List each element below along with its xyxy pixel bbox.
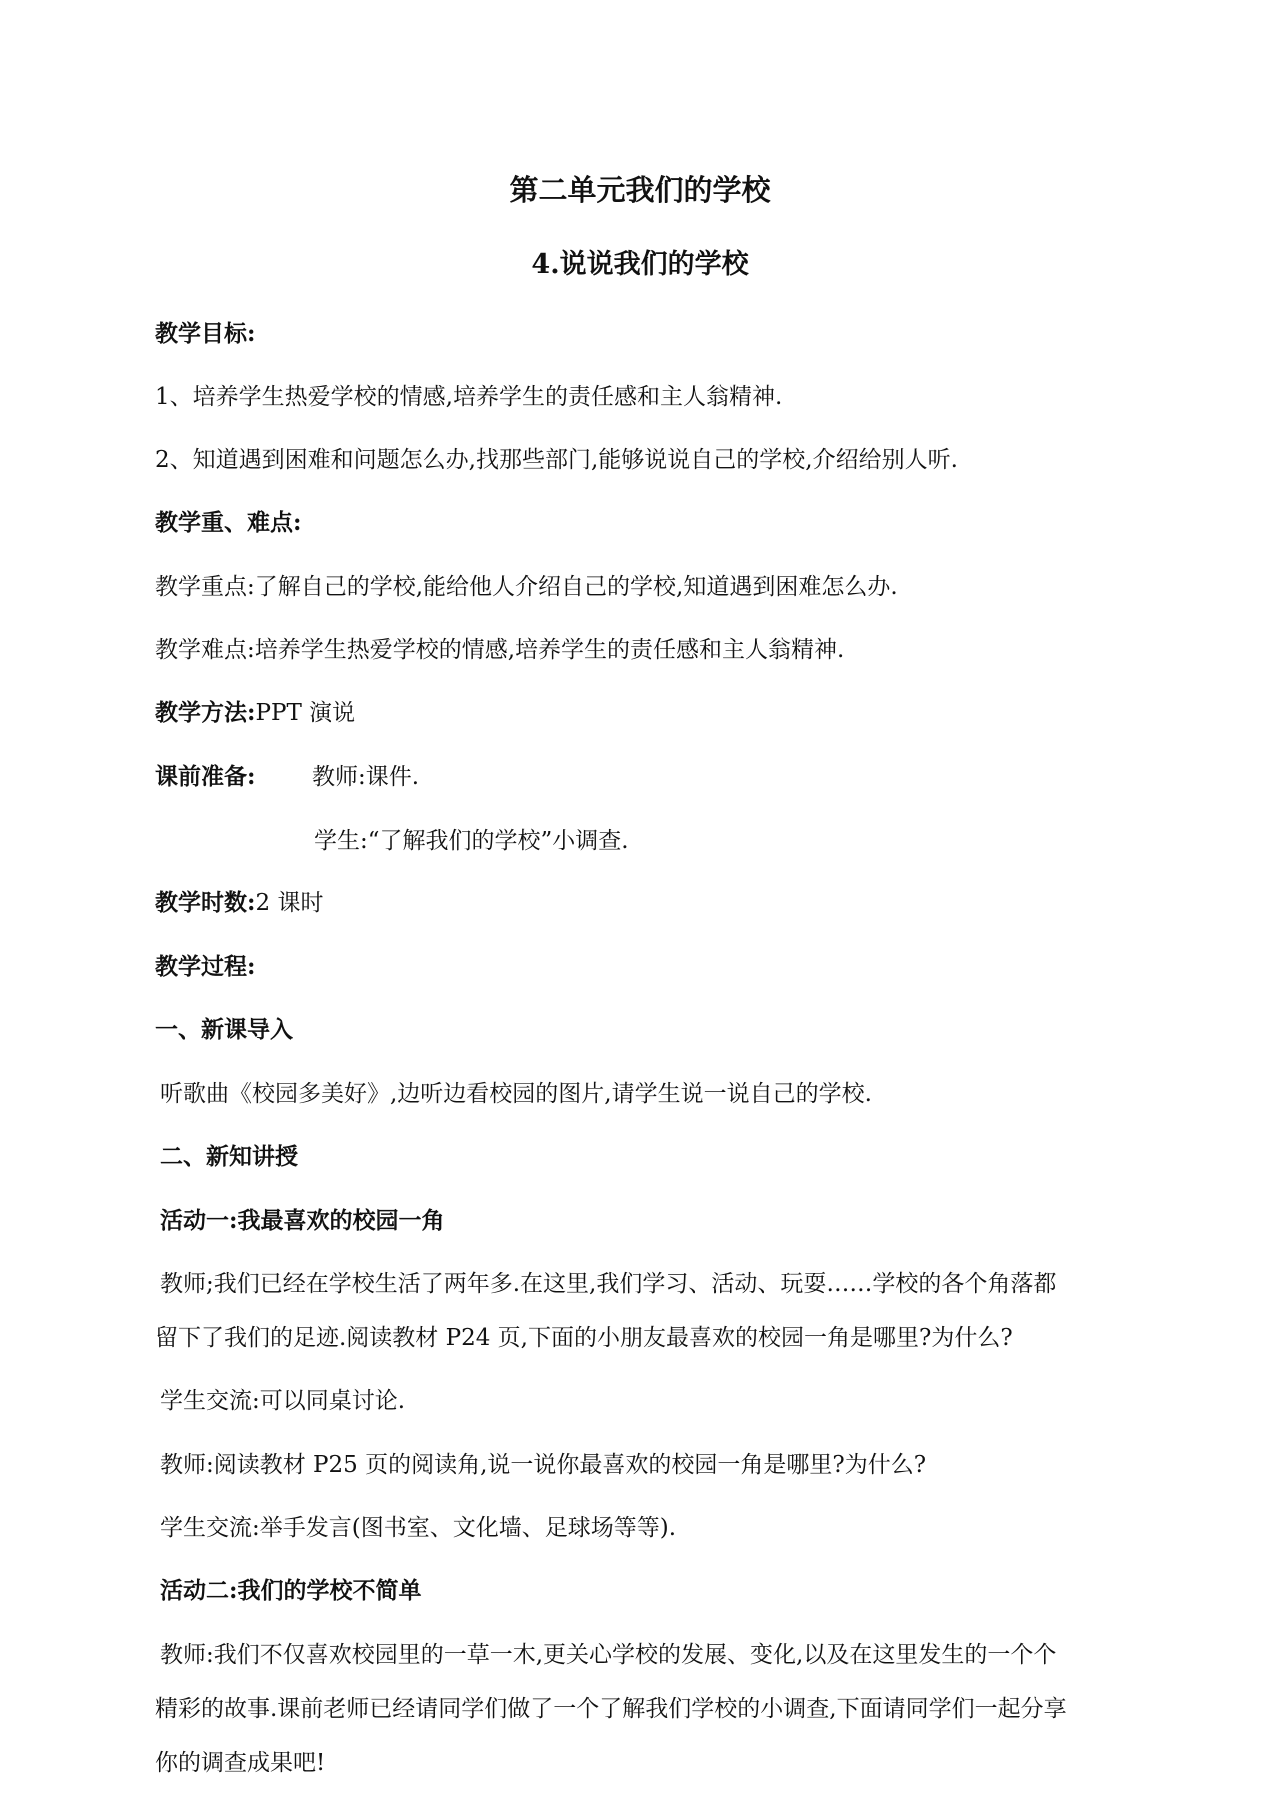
focus-text: 了解自己的学校,能给他人介绍自己的学校,知道遇到困难怎么办. xyxy=(254,574,898,600)
section1-heading: 一、新课导入 xyxy=(155,1016,293,1043)
preparation-teacher: 教师:课件. xyxy=(312,764,420,790)
method-label: 教学方法: xyxy=(155,699,256,726)
process-heading: 教学过程: xyxy=(155,953,256,980)
difficulty-label: 教学难点: xyxy=(155,637,255,663)
section1-text: 听歌曲《校园多美好》,边听边看校园的图片,请学生说一说自己的学校. xyxy=(160,1081,872,1107)
difficulty-line xyxy=(155,635,844,665)
objective-item-2: 2、知道遇到困难和问题怎么办,找那些部门,能够说说自己的学校,介绍给别人听. xyxy=(155,447,958,473)
activity2-paragraph-line1: 教师:我们不仅喜欢校园里的一草一木,更关心学校的发展、变化,以及在这里发生的一个个 xyxy=(160,1642,1057,1668)
objective-item-1: 1、培养学生热爱学校的情感,培养学生的责任感和主人翁精神. xyxy=(155,384,783,410)
activity1-heading: 活动一:我最喜欢的校园一角 xyxy=(160,1207,445,1234)
activity2-heading: 活动二:我们的学校不简单 xyxy=(160,1577,422,1604)
focus-line xyxy=(155,572,898,602)
key-points-heading: 教学重、难点: xyxy=(155,509,302,536)
section2-heading: 二、新知讲授 xyxy=(160,1143,298,1170)
hours-text: 2 课时 xyxy=(255,890,324,916)
lesson-title: 4.说说我们的学校 xyxy=(531,249,749,280)
activity1-teacher-question: 教师:阅读教材 P25 页的阅读角,说一说你最喜欢的校园一角是哪里?为什么? xyxy=(160,1452,927,1478)
hours-line xyxy=(155,888,323,918)
activity2-paragraph-line3: 你的调查成果吧! xyxy=(155,1750,326,1776)
activity1-paragraph-line2: 留下了我们的足迹.阅读教材 P24 页,下面的小朋友最喜欢的校园一角是哪里?为什么? xyxy=(155,1325,1013,1351)
method-line xyxy=(155,698,355,728)
focus-label: 教学重点: xyxy=(155,574,255,600)
method-text: PPT 演说 xyxy=(255,700,356,726)
difficulty-text: 培养学生热爱学校的情感,培养学生的责任感和主人翁精神. xyxy=(254,637,845,663)
objectives-heading: 教学目标: xyxy=(155,320,256,347)
activity1-student-exchange-2: 学生交流:举手发言(图书室、文化墙、足球场等等). xyxy=(160,1515,677,1541)
preparation-label: 课前准备: xyxy=(155,763,256,790)
hours-label: 教学时数: xyxy=(155,889,256,916)
unit-title: 第二单元我们的学校 xyxy=(509,173,771,207)
activity1-paragraph-line1: 教师;我们已经在学校生活了两年多.在这里,我们学习、活动、玩耍……学校的各个角落都 xyxy=(160,1271,1057,1297)
activity1-student-exchange-1: 学生交流:可以同桌讨论. xyxy=(160,1388,406,1414)
activity2-paragraph-line2: 精彩的故事.课前老师已经请同学们做了一个了解我们学校的小调查,下面请同学们一起分享 xyxy=(155,1696,1067,1722)
preparation-student: 学生:“了解我们的学校”小调查. xyxy=(314,828,629,854)
